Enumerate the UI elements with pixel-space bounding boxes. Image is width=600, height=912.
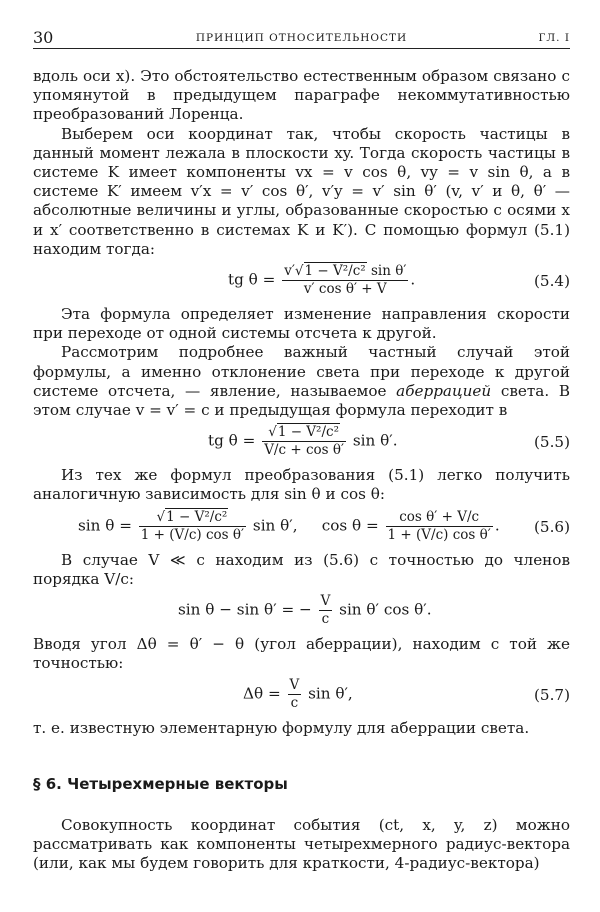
eq55-fraction: $\frac{\text{√1 − V²/c²}}{\text{V/c + cos θ′}}$: [264, 424, 345, 459]
equation-sin-difference: sin θ − sin θ′ = − $\frac{V}{c}$ sin θ′ cos θ′.: [178, 593, 432, 628]
eq54-lhs: tg θ =: [228, 270, 276, 289]
paragraph-small-velocity: В случае V ≪ c находим из (5.6) с точностью до членов порядка V/c:: [33, 550, 570, 588]
equation-5-7: Δθ = $\frac{V}{c}$ sin θ′, (5.7): [243, 677, 570, 712]
paragraph-velocity-components: Выберем оси координат так, чтобы скорость частицы в данный момент лежала в плоскости xy. Тогда скорость частицы в системе K имеет компоненты vx = v cos θ, vy = v sin θ, а в системе K′ имеем v′x = v′ cos θ′, v′y = v′ sin θ′ (v, v′ и θ, θ′ — абсолютные величины и углы, образованные скоростью с осями x и x′ соответственно в системах K и K′). С помощью формул (5.1) находим тогда:: [33, 124, 570, 258]
equation-number-5-4: (5.4): [533, 272, 570, 291]
paragraph-four-vectors: Совокупность координат события (ct, x, y, z) можно рассматривать как компоненты четырехмерного радиус-вектора (или, как мы будем говорить для краткости, 4-радиус-вектора): [33, 815, 570, 873]
equation-number-5-5: (5.5): [533, 433, 570, 452]
eq56-cos-lhs: cos θ =: [321, 516, 379, 535]
equation-number-5-7: (5.7): [533, 686, 570, 705]
page-number: 30: [33, 28, 54, 47]
eq57-fraction: $\frac{V}{c}$: [289, 677, 300, 712]
paragraph-aberration: Рассмотрим подробнее важный частный случай этой формулы, а именно отклонение света при переходе к другой системе отсчета, — явление, называемое аберрацией света. В этом случае v = v′ = c и предыдущая формула переходит в: [33, 343, 570, 420]
running-title: ПРИНЦИП ОТНОСИТЕЛЬНОСТИ: [195, 32, 408, 44]
equation-number-5-6: (5.6): [533, 517, 570, 536]
eqA-fraction: $\frac{V}{c}$: [320, 593, 331, 628]
paragraph-sin-cos: Из тех же формул преобразования (5.1) легко получить аналогичную зависимость для sin θ и cos θ:: [33, 466, 570, 504]
paragraph-formula-meaning: Эта формула определяет изменение направления скорости при переходе от одной системы отсчета к другой.: [33, 305, 570, 343]
eq54-fraction: $\frac{\text{v′√1 − V²/c² sin θ′}}{\text{v′ cos θ′ + V}}$: [284, 263, 407, 298]
eq56-cos-fraction: $\frac{\text{cos θ′ + V/c}}{\text{1 + (V/c) cos θ′}}$: [387, 508, 491, 543]
paragraph-continuation: вдоль оси x). Это обстоятельство естественным образом связано с упомянутой в предыдущем параграфе некоммутативностью преобразований Лоренца.: [33, 67, 570, 124]
eq56-sin-fraction: $\frac{\text{√1 − V²/c²}}{\text{1 + (V/c) cos θ′}}$: [140, 508, 245, 543]
chapter-label: ГЛ. I: [538, 32, 570, 44]
section-title: § 6. Четырехмерные векторы: [33, 774, 288, 793]
page-header: [33, 26, 570, 49]
page-body: [33, 67, 570, 873]
paragraph-aberration-angle: Вводя угол Δθ = θ′ − θ (угол аберрации), находим с той же точностью:: [33, 635, 570, 673]
eq55-lhs: tg θ =: [208, 431, 256, 450]
term-aberration: аберрацией: [396, 381, 492, 400]
equation-5-4: tg θ = $\frac{\text{v′√1 − V²/c² sin θ′}}{\text{v′ cos θ′ + V}}$ . (5.4): [228, 263, 570, 298]
paragraph-conclusion: т. е. известную элементарную формулу для аберрации света.: [33, 719, 530, 738]
eq56-sin-lhs: sin θ =: [78, 516, 132, 535]
equation-5-6: sin θ = $\frac{\text{√1 − V²/c²}}{\text{1 + (V/c) cos θ′}}$ sin θ′, cos θ = $\frac{\text{cos θ′ + V/c}}{\text{1 + (V/c) cos θ′}}$ . (5.6): [78, 508, 570, 543]
equation-5-5: tg θ = $\frac{\text{√1 − V²/c²}}{\text{V/c + cos θ′}}$ sin θ′. (5.5): [208, 424, 570, 459]
